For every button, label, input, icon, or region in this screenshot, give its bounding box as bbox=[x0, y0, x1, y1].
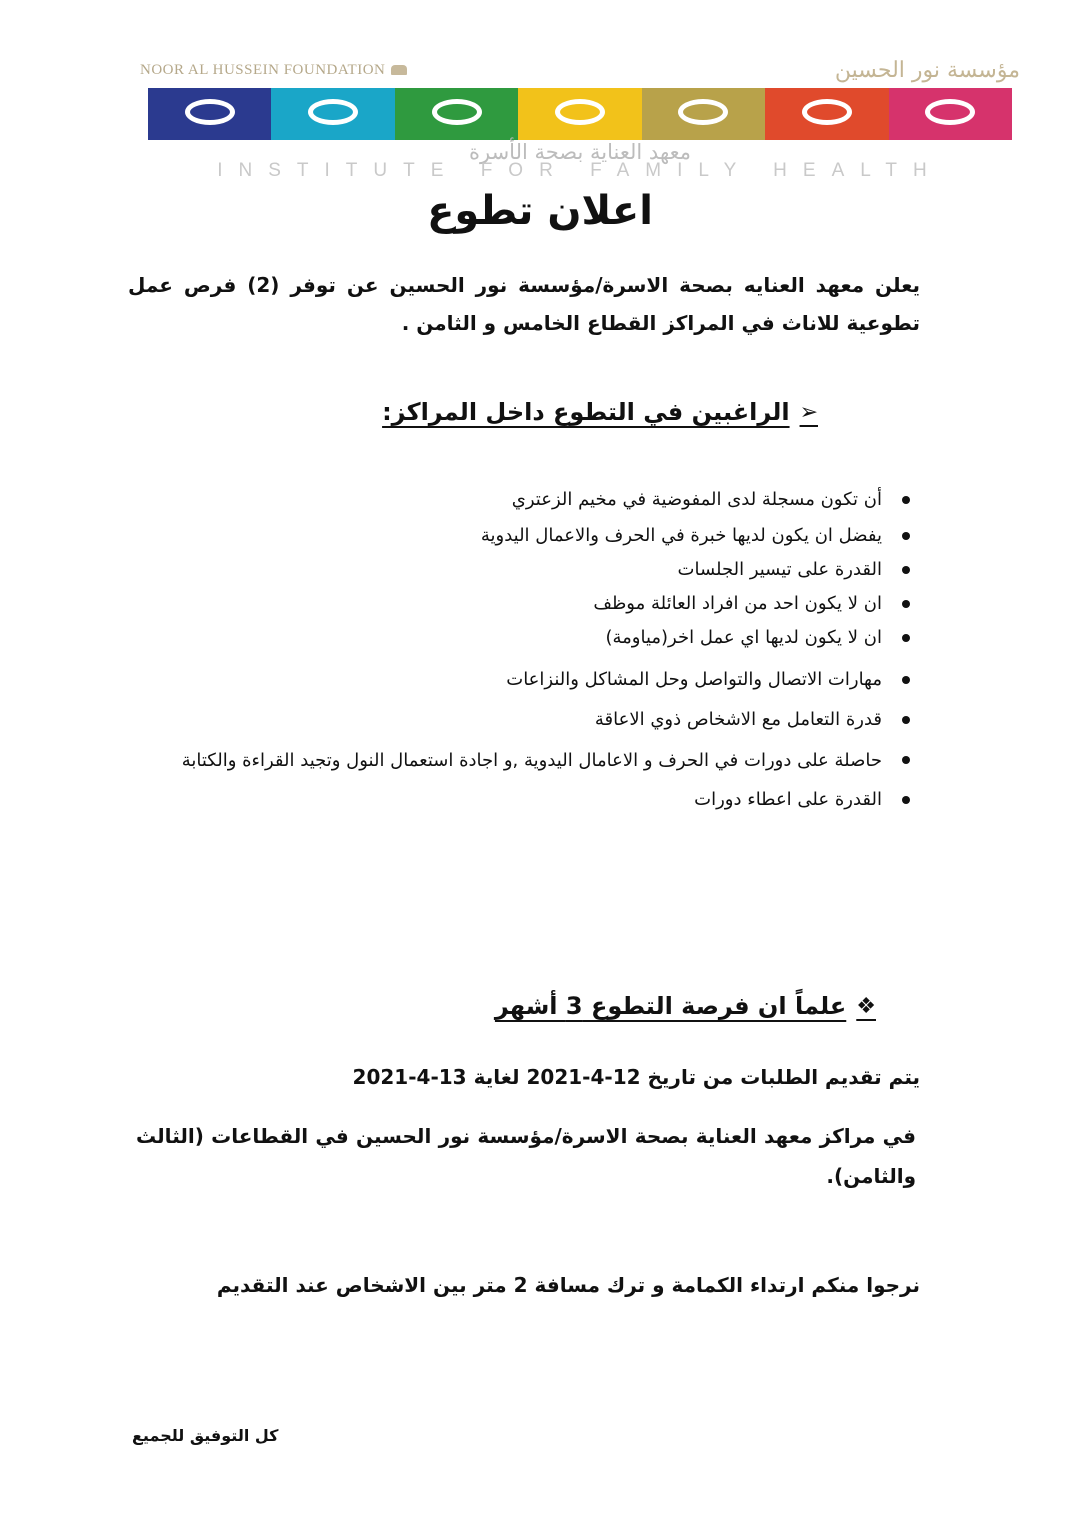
list-item bbox=[142, 622, 882, 654]
mask-notice: نرجوا منكم ارتداء الكمامة و ترك مسافة 2 متر بين الاشخاص عند التقديم bbox=[216, 1273, 920, 1297]
crown-icon bbox=[391, 65, 407, 75]
application-dates: يتم تقديم الطلبات من تاريخ 12-4-2021 لغاية 13-4-2021 bbox=[352, 1065, 920, 1089]
bullet-icon bbox=[902, 796, 910, 804]
list-item bbox=[142, 664, 882, 696]
logo-color-band bbox=[148, 88, 1012, 140]
page-title: اعلان تطوع bbox=[427, 188, 653, 234]
ring-icon bbox=[678, 99, 728, 125]
logo-arabic-name: مؤسسة نور الحسين bbox=[834, 57, 1020, 83]
list-item bbox=[142, 484, 882, 516]
logo-band-segment bbox=[518, 88, 641, 140]
duration-note-text: علماً ان فرصة التطوع 3 أشهر bbox=[494, 992, 847, 1020]
duration-note bbox=[495, 992, 876, 1020]
logo-band-segment bbox=[148, 88, 271, 140]
logo-english-subtitle: INSTITUTE FOR FAMILY HEALTH bbox=[217, 160, 943, 181]
ring-icon bbox=[555, 99, 605, 125]
list-item-text: أن تكون مسجلة لدى المفوضية في مخيم الزعتري bbox=[511, 489, 882, 510]
list-item-text: يفضل ان يكون لديها خبرة في الحرف والاعمال اليدوية bbox=[480, 525, 882, 546]
logo-band-segment bbox=[271, 88, 394, 140]
list-item bbox=[142, 784, 882, 816]
ring-icon bbox=[185, 99, 235, 125]
list-item-text: ان لا يكون لديها اي عمل اخر(مياومة) bbox=[605, 627, 882, 648]
section-heading bbox=[382, 398, 818, 426]
bullet-icon bbox=[902, 634, 910, 642]
logo-arabic-subtitle: معهد العناية بصحة الأسرة bbox=[469, 140, 691, 164]
intro-paragraph: يعلن معهد العنايه بصحة الاسرة/مؤسسة نور الحسين عن توفر (2) فرص عمل تطوعية للاناث في المراكز القطاع الخامس و الثامن . bbox=[128, 273, 920, 335]
requirements-list bbox=[142, 484, 882, 816]
foundation-logo bbox=[140, 52, 1020, 182]
ring-icon bbox=[925, 99, 975, 125]
logo-band-segment bbox=[642, 88, 765, 140]
list-item-text: القدرة على اعطاء دورات bbox=[694, 789, 882, 810]
bullet-icon bbox=[902, 496, 910, 504]
logo-top-row bbox=[140, 56, 1020, 84]
logo-band-segment bbox=[765, 88, 888, 140]
list-item-text: حاصلة على دورات في الحرف و الاعامال اليدوية ,و اجادة استعمال النول وتجيد القراءة والكتابة bbox=[181, 750, 882, 771]
bullet-icon bbox=[902, 676, 910, 684]
bullet-icon bbox=[902, 756, 910, 764]
list-item bbox=[142, 704, 882, 736]
bullet-icon bbox=[902, 716, 910, 724]
list-item bbox=[142, 520, 882, 552]
list-item bbox=[142, 554, 882, 586]
logo-english-name: NOOR AL HUSSEIN FOUNDATION bbox=[140, 61, 386, 78]
bullet-icon bbox=[902, 600, 910, 608]
list-item-text: قدرة التعامل مع الاشخاص ذوي الاعاقة bbox=[594, 709, 882, 730]
section-heading-text: الراغبين في التطوع داخل المراكز: bbox=[382, 398, 790, 426]
bullet-icon bbox=[902, 532, 910, 540]
bullet-icon bbox=[902, 566, 910, 574]
list-item-text: ان لا يكون احد من افراد العائلة موظف bbox=[593, 593, 882, 614]
logo-band-segment bbox=[889, 88, 1012, 140]
list-item-text: القدرة على تيسير الجلسات bbox=[677, 559, 882, 580]
ring-icon bbox=[308, 99, 358, 125]
list-item bbox=[142, 588, 882, 620]
ring-icon bbox=[432, 99, 482, 125]
list-item-text: مهارات الاتصال والتواصل وحل المشاكل والنزاعات bbox=[506, 669, 882, 690]
arrow-bullet-icon: ➢ bbox=[799, 399, 818, 425]
list-item bbox=[142, 744, 882, 778]
application-centers: في مراكز معهد العناية بصحة الاسرة/مؤسسة نور الحسين في القطاعات (الثالث والثامن). bbox=[136, 1124, 916, 1188]
closing-line: كل التوفيق للجميع bbox=[132, 1426, 279, 1445]
logo-band-segment bbox=[395, 88, 518, 140]
diamond-star-icon: ❖ bbox=[856, 993, 876, 1019]
ring-icon bbox=[802, 99, 852, 125]
